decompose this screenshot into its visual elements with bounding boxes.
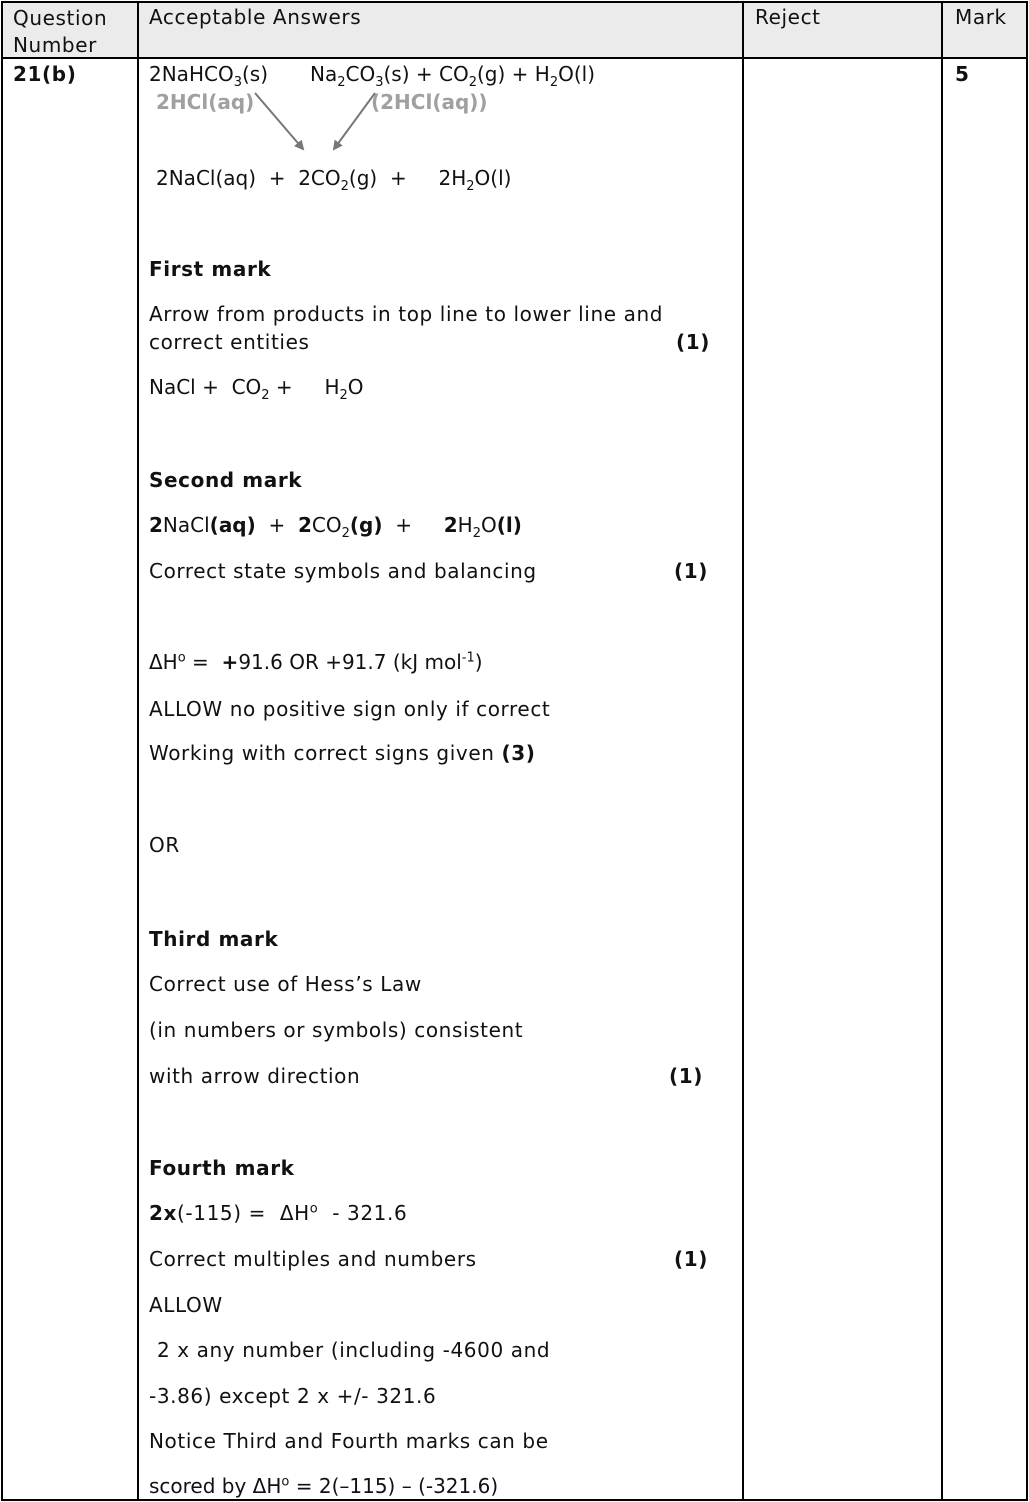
second-mark-formula: 2NaCl(aq) + $2CO_2(g)$ + $2H_2O(l)$ — [149, 513, 522, 541]
header-mark: Mark — [955, 5, 1007, 29]
header-question-number: Question Number — [13, 6, 108, 57]
first-mark-line2: correct entities — [149, 330, 310, 354]
second-mark-text: Correct state symbols and balancing — [149, 559, 537, 583]
fourth-mark-scored: scored by $\Delta H^o = 2(-115) - (-321.6)$ — [149, 1474, 499, 1498]
result-allow2 — [149, 741, 535, 765]
result-allow2-text: Working with correct signs given — [149, 741, 495, 765]
result-allow1: ALLOW no positive sign only if correct — [149, 697, 551, 721]
table-left-border — [1, 1, 3, 1501]
third-mark-heading: Third mark — [149, 927, 279, 951]
column-divider-3 — [941, 1, 943, 1501]
column-divider-2 — [742, 1, 744, 1501]
table-bottom-border — [1, 1499, 1028, 1501]
fourth-mark-allow: ALLOW — [149, 1293, 223, 1317]
fourth-mark-allow-line1: 2 x any number (including -4600 and — [157, 1338, 551, 1362]
column-divider-1 — [137, 1, 139, 1501]
cycle-reactant: 2NaHCO$_3$(s) — [149, 62, 268, 90]
cycle-hcl-right: (2HCl(aq)) — [371, 90, 488, 114]
third-mark-score: (1) — [669, 1064, 703, 1088]
table-right-border — [1026, 1, 1028, 1501]
third-mark-line2: (in numbers or symbols) consistent — [149, 1018, 524, 1042]
cycle-hcl-left: 2HCl(aq) — [156, 90, 255, 114]
result-enthalpy: $\Delta H^o = +91.6$ OR +91.7 (kJ mol$^{-1}$) — [149, 650, 483, 674]
third-mark-line1: Correct use of Hess’s Law — [149, 972, 422, 996]
first-mark-score: (1) — [676, 330, 710, 354]
first-mark-formula: NaCl + $CO_2$ + $H_2O$ — [149, 375, 364, 403]
mark-value: 5 — [955, 62, 970, 86]
fourth-mark-equation: $2x(-115) = \Delta H^o - 321.6$ — [149, 1201, 408, 1225]
fourth-mark-notice: Notice Third and Fourth marks can be — [149, 1429, 549, 1453]
result-score: (3) — [501, 741, 536, 765]
fourth-mark-score: (1) — [674, 1247, 708, 1271]
header-acceptable-answers: Acceptable Answers — [149, 5, 362, 29]
cycle-arrows — [0, 0, 1029, 200]
arrow-right — [334, 93, 375, 149]
question-id: 21(b) — [13, 62, 77, 86]
result-or: OR — [149, 833, 180, 857]
fourth-mark-text: Correct multiples and numbers — [149, 1247, 477, 1271]
third-mark-line3: with arrow direction — [149, 1064, 361, 1088]
first-mark-heading: First mark — [149, 257, 272, 281]
fourth-mark-heading: Fourth mark — [149, 1156, 295, 1180]
cycle-product-bottom: 2NaCl(aq) + $2CO_2(g)$ + $2H_2O(l)$ — [156, 166, 512, 194]
arrow-left — [255, 93, 303, 149]
second-mark-heading: Second mark — [149, 468, 303, 492]
second-mark-score: (1) — [674, 559, 708, 583]
cycle-product-top: $Na_2CO_3(s) + CO_2(g) + H_2O(l)$ — [310, 62, 595, 90]
fourth-mark-allow-line2: -3.86) except 2 x +/- 321.6 — [149, 1384, 437, 1408]
header-reject: Reject — [755, 5, 821, 29]
first-mark-line1: Arrow from products in top line to lower line and — [149, 302, 664, 326]
